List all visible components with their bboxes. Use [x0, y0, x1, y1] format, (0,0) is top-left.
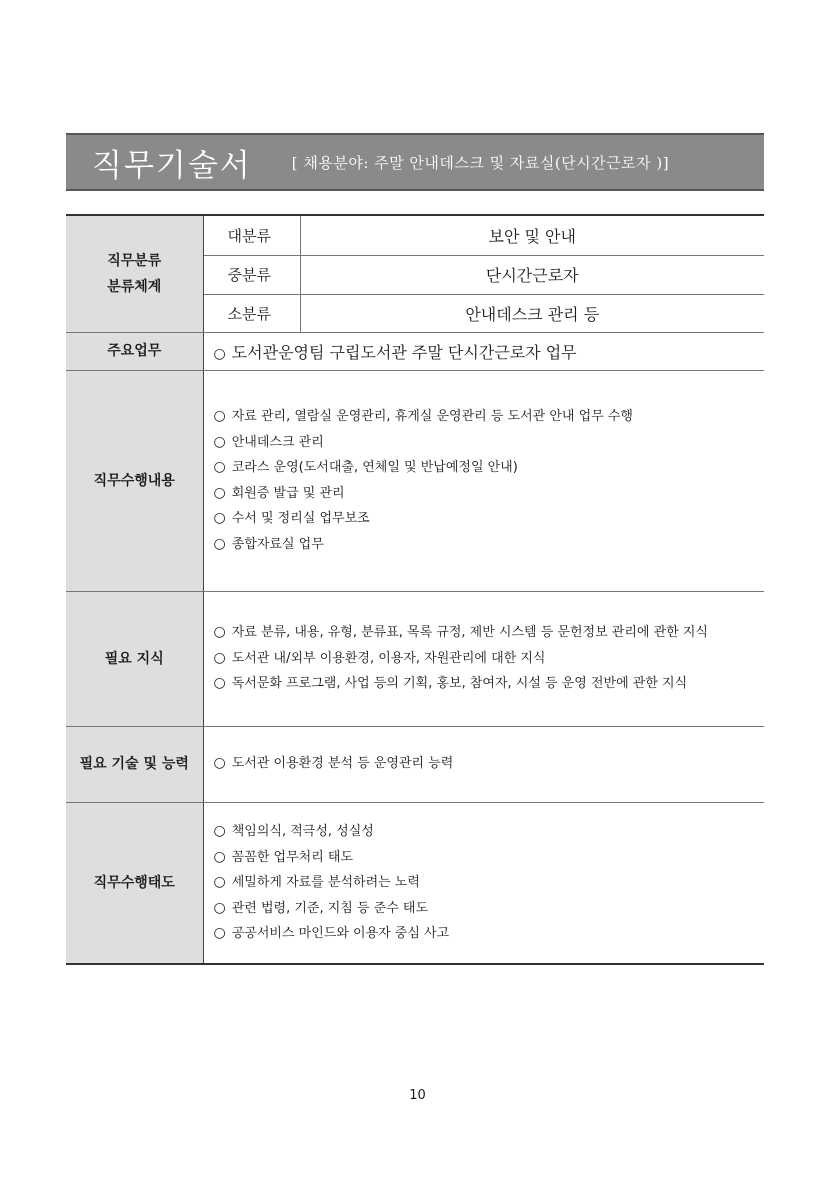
list-item: ○ 종합자료실 업무 — [214, 532, 765, 558]
duties-list — [214, 404, 765, 557]
bullet-icon: ○ — [213, 433, 226, 450]
knowledge-label: 필요 지식 — [66, 591, 203, 726]
skills-list — [214, 751, 765, 777]
list-item: ○ 책임의식, 적극성, 성실성 — [214, 819, 765, 845]
attitude-row — [66, 802, 764, 964]
list-item: ○ 독서문화 프로그램, 사업 등의 기획, 홍보, 참여자, 시설 등 운영 전반에 관한 지식 — [214, 671, 765, 697]
document-title: 직무기술서 — [92, 147, 252, 184]
classification-label-line1: 직무분류 — [107, 252, 162, 269]
duties-content — [203, 370, 764, 591]
list-item: ○ 자료 분류, 내용, 유형, 분류표, 목록 규정, 제반 시스템 등 문헌정보 관리에 관한 지식 — [214, 620, 765, 646]
minor-category-label: 소분류 — [203, 294, 300, 332]
recruitment-field: [ 채용분야: 주말 안내데스크 및 자료실(단시간근로자 )] — [291, 153, 670, 172]
page-number: 10 — [409, 1088, 426, 1103]
knowledge-content — [203, 591, 764, 726]
list-item: ○ 회원증 발급 및 관리 — [214, 481, 765, 507]
main-duty-content — [203, 332, 764, 370]
list-item: ○ 도서관 이용환경 분석 등 운영관리 능력 — [214, 751, 765, 777]
bullet-icon: ○ — [213, 484, 226, 501]
main-duty-row — [66, 332, 764, 370]
list-item: ○ 관련 법령, 기준, 지침 등 준수 태도 — [214, 896, 765, 922]
list-item: ○ 코라스 운영(도서대출, 연체일 및 반납예정일 안내) — [214, 455, 765, 481]
bullet-icon: ○ — [213, 823, 226, 839]
bullet-icon: ○ — [213, 755, 226, 772]
bullet-icon: ○ — [213, 649, 226, 666]
attitude-list — [214, 819, 765, 947]
skills-row — [66, 726, 764, 802]
classification-label — [66, 215, 203, 332]
bullet-icon: ○ — [213, 925, 226, 941]
middle-category-label: 중분류 — [203, 255, 300, 294]
duties-row — [66, 370, 764, 591]
list-item: ○ 안내데스크 관리 — [214, 430, 765, 456]
document-header — [66, 133, 764, 191]
bullet-icon: ○ — [213, 408, 226, 424]
bullet-icon: ○ — [213, 675, 226, 692]
list-item: ○ 꼼꼼한 업무처리 태도 — [214, 845, 765, 871]
list-item: ○ 수서 및 정리실 업무보조 — [214, 506, 765, 532]
knowledge-list — [214, 620, 765, 697]
classification-label-line2: 분류체계 — [107, 278, 162, 295]
main-duty-text: 도서관운영팀 구립도서관 주말 단시간근로자 업무 — [231, 342, 577, 362]
bullet-icon: ○ — [213, 899, 226, 916]
middle-category-value: 단시간근로자 — [300, 255, 764, 294]
attitude-content — [203, 802, 764, 964]
bullet-icon: ○ — [213, 459, 226, 475]
knowledge-row — [66, 591, 764, 726]
major-category-label: 대분류 — [203, 215, 300, 255]
minor-category-value: 안내데스크 관리 등 — [300, 294, 764, 332]
major-category-value: 보안 및 안내 — [300, 215, 764, 255]
bullet-icon: ○ — [213, 874, 226, 890]
bullet-icon: ○ — [213, 345, 226, 362]
list-item: ○ 도서관 내/외부 이용환경, 이용자, 자원관리에 대한 지식 — [214, 646, 765, 672]
list-item: ○ 세밀하게 자료를 분석하려는 노력 — [214, 870, 765, 896]
list-item: ○ 자료 관리, 열람실 운영관리, 휴게실 운영관리 등 도서관 안내 업무 수행 — [214, 404, 765, 430]
attitude-label: 직무수행태도 — [66, 802, 203, 964]
bullet-icon: ○ — [213, 848, 226, 865]
job-description-table — [66, 214, 764, 965]
classification-row-major — [66, 215, 764, 255]
bullet-icon: ○ — [213, 624, 226, 641]
skills-content — [203, 726, 764, 802]
bullet-icon: ○ — [213, 510, 226, 526]
skills-label: 필요 기술 및 능력 — [66, 726, 203, 802]
list-item: ○ 공공서비스 마인드와 이용자 중심 사고 — [214, 921, 765, 947]
main-duty-label: 주요업무 — [66, 332, 203, 370]
duties-label: 직무수행내용 — [66, 370, 203, 591]
bullet-icon: ○ — [213, 535, 226, 552]
